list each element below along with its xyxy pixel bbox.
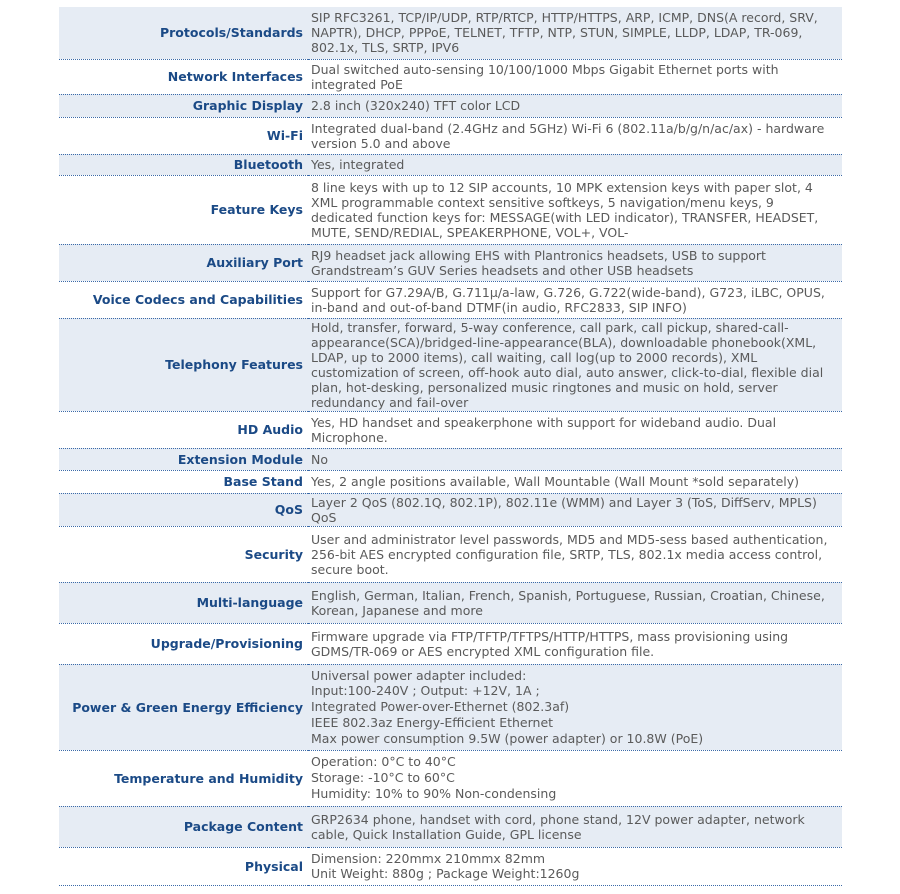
spec-value: User and administrator level passwords, MD5 and MD5-sess based authentication, 256-bit AES encrypted configuration file, SRTP, TLS, 802.1x media access control, secure boot. <box>311 531 828 577</box>
spec-value: Dimension: 220mmx 210mmx 82mm Unit Weight: 880g ; Package Weight:1260g <box>311 850 580 881</box>
spec-value: Universal power adapter included: Input:100-240V ; Output: +12V, 1A ; Integrated Power-over-Ethernet (802.3af) IEEE 802.3az Energy-Efficient Ethernet Max power consumption 9.5W (power adapter) or 10.8W (PoE) <box>311 667 704 746</box>
spec-value: Integrated dual-band (2.4GHz and 5GHz) Wi-Fi 6 (802.11a/b/g/n/ac/ax) - hardware version 5.0 and above <box>311 120 825 151</box>
spec-row-wifi <box>59 117 842 154</box>
spec-label: Feature Keys <box>210 202 303 217</box>
spec-row-voice-codecs <box>59 281 842 318</box>
spec-label: Security <box>244 546 303 562</box>
spec-label: Temperature and Humidity <box>114 770 303 786</box>
spec-row-auxiliary-port <box>59 244 842 281</box>
spec-row-multi-language <box>59 582 842 623</box>
spec-row-bluetooth <box>59 154 842 175</box>
spec-value: Yes, integrated <box>311 157 405 172</box>
spec-value: Support for G7.29A/B, G.711µ/a-law, G.726, G.722(wide-band), G723, iLBC, OPUS, in-band and out-of-band DTMF(in audio, RFC2833, SIP INFO) <box>311 284 825 315</box>
spec-value: Firmware upgrade via FTP/TFTP/TFTPS/HTTP/HTTPS, mass provisioning using GDMS/TR-069 or AES encrypted XML configuration file. <box>311 628 789 659</box>
spec-label: Upgrade/Provisioning <box>150 636 303 651</box>
spec-row-graphic-display <box>59 94 842 117</box>
spec-label: Network Interfaces <box>167 69 303 84</box>
spec-row-qos <box>59 493 842 526</box>
spec-label: Power & Green Energy Efficiency <box>72 699 303 715</box>
spec-value: Yes, 2 angle positions available, Wall Mountable (Wall Mount *sold separately) <box>311 474 800 489</box>
spec-row-security <box>59 526 842 582</box>
spec-row-hd-audio <box>59 411 842 448</box>
spec-value: GRP2634 phone, handset with cord, phone stand, 12V power adapter, network cable, Quick Installation Guide, GPL license <box>311 811 805 842</box>
spec-value: Hold, transfer, forward, 5-way conference, call park, call pickup, shared-call-appearance(SCA)/bridged-line-appearance(BLA), downloadable phonebook(XML, LDAP, up to 2000 items), call waiting, call log(up to 2000 records), XML customization of screen, off-hook auto dial, auto answer, click-to-dial, flexible dial plan, hot-desking, personalized music ringtones and music on hold, server redundancy and fail-over <box>311 319 824 410</box>
spec-value: 8 line keys with up to 12 SIP accounts, 10 MPK extension keys with paper slot, 4 XML programmable context sensitive softkeys, 5 navigation/menu keys, 9 dedicated function keys for: MESSAGE(with LED indicator), TRANSFER, HEADSET, MUTE, SEND/REDIAL, SPEAKERPHONE, VOL+, VOL- <box>311 179 819 240</box>
spec-value: 2.8 inch (320x240) TFT color LCD <box>311 98 521 113</box>
spec-table <box>59 7 842 886</box>
spec-label: QoS <box>274 502 303 517</box>
spec-value: Operation: 0°C to 40°C Storage: -10°C to 60°C Humidity: 10% to 90% Non-condensing <box>311 754 557 801</box>
spec-label: Wi-Fi <box>266 128 303 143</box>
spec-label: Protocols/Standards <box>159 25 303 41</box>
spec-value: No <box>311 451 328 467</box>
spec-label: Auxiliary Port <box>206 255 303 270</box>
spec-label: HD Audio <box>237 422 303 437</box>
spec-row-network-interfaces <box>59 59 842 94</box>
spec-row-upgrade-provisioning <box>59 623 842 664</box>
spec-label: Physical <box>244 858 303 874</box>
spec-label: Extension Module <box>177 451 303 467</box>
spec-label: Telephony Features <box>165 357 303 372</box>
spec-row-base-stand <box>59 470 842 493</box>
spec-value: Layer 2 QoS (802.1Q, 802.1P), 802.11e (WMM) and Layer 3 (ToS, DiffServ, MPLS) QoS <box>311 494 817 525</box>
spec-value: SIP RFC3261, TCP/IP/UDP, RTP/RTCP, HTTP/HTTPS, ARP, ICMP, DNS(A record, SRV, NAPTR), DHCP, PPPoE, TELNET, TFTP, NTP, STUN, SIMPLE, LLDP, LDAP, TR-069, 802.1x, TLS, SRTP, IPV6 <box>311 10 818 56</box>
spec-label: Bluetooth <box>233 157 303 172</box>
spec-row-telephony-features <box>59 318 842 411</box>
spec-value: RJ9 headset jack allowing EHS with Plantronics headsets, USB to support Grandstream’s GUV Series headsets and other USB headsets <box>311 247 766 278</box>
spec-value: Yes, HD handset and speakerphone with support for wideband audio. Dual Microphone. <box>311 414 777 445</box>
spec-row-temperature <box>59 750 842 806</box>
spec-row-feature-keys <box>59 175 842 244</box>
spec-row-extension-module <box>59 448 842 470</box>
spec-row-physical <box>59 847 842 885</box>
spec-label: Graphic Display <box>192 98 303 113</box>
spec-label: Voice Codecs and Capabilities <box>92 292 303 307</box>
spec-row-power <box>59 664 842 750</box>
spec-row-package-content <box>59 806 842 847</box>
spec-label: Base Stand <box>223 474 303 489</box>
spec-value: English, German, Italian, French, Spanish, Portuguese, Russian, Croatian, Chinese, Korean, Japanese and more <box>311 587 825 618</box>
spec-value: Dual switched auto-sensing 10/100/1000 Mbps Gigabit Ethernet ports with integrated PoE <box>311 61 779 92</box>
spec-row-protocols <box>59 7 842 59</box>
spec-label: Multi-language <box>196 595 303 610</box>
spec-label: Package Content <box>183 819 303 834</box>
